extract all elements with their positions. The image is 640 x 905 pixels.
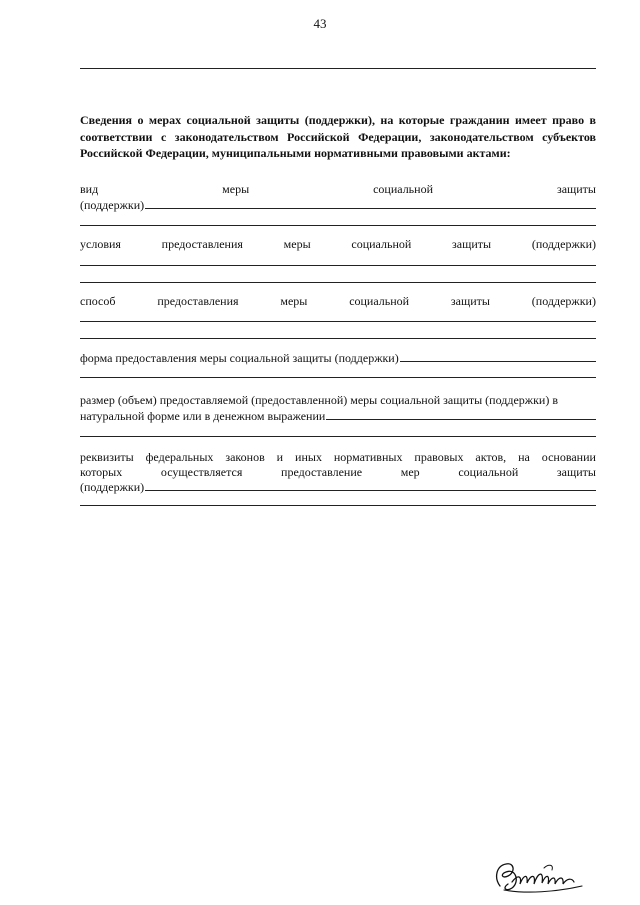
details-word-1: реквизиты	[80, 450, 134, 464]
details-word-3: законов	[225, 450, 265, 464]
details-label-line1	[80, 450, 596, 464]
details-word-8: актов,	[475, 450, 507, 464]
amount-blank-line[interactable]	[80, 436, 596, 437]
details-word-9: на	[518, 450, 530, 464]
form-blank-line[interactable]	[80, 377, 596, 378]
kind-word-1: вид	[80, 182, 99, 196]
details-label-line2	[80, 465, 596, 479]
method-word-1: способ	[80, 294, 116, 308]
details-word-14: мер	[400, 465, 420, 479]
method-word-2: предоставления	[157, 294, 239, 308]
conditions-word-6: (поддержки)	[531, 237, 596, 251]
conditions-word-5: защиты	[452, 237, 492, 251]
conditions-blank-line-1[interactable]	[80, 265, 596, 266]
details-word-12: осуществляется	[160, 465, 243, 479]
details-word-13: предоставление	[281, 465, 363, 479]
kind-label-line1	[80, 182, 596, 196]
section-heading: Сведения о мерах социальной защиты (поддержки), на которые гражданин имеет право в соответствии с законодательством Российской Федерации, законодательством субъектов Российской Федерации, муниципальными нормативными правовыми актами:	[80, 113, 596, 160]
details-word-6: нормативных	[333, 450, 403, 464]
kind-blank-line[interactable]	[80, 225, 596, 226]
method-blank-line-2[interactable]	[80, 338, 596, 339]
kind-word-4: защиты	[556, 182, 596, 196]
details-word-4: и	[276, 450, 284, 464]
details-field[interactable]	[80, 480, 596, 494]
form-label: форма предоставления меры социальной защиты (поддержки)	[80, 351, 399, 365]
details-word-5: иных	[295, 450, 322, 464]
details-label-line3: (поддержки)	[80, 480, 145, 494]
conditions-word-2: предоставления	[161, 237, 243, 251]
method-word-3: меры	[280, 294, 308, 308]
conditions-label	[80, 237, 596, 251]
details-word-7: правовых	[414, 450, 464, 464]
form-field[interactable]	[80, 351, 596, 365]
details-word-15: социальной	[458, 465, 519, 479]
conditions-word-1: условия	[80, 237, 121, 251]
amount-fill-line[interactable]	[326, 419, 596, 420]
method-word-4: социальной	[349, 294, 410, 308]
conditions-blank-line-2[interactable]	[80, 282, 596, 283]
kind-label-line2: (поддержки)	[80, 198, 145, 212]
form-fill-line[interactable]	[400, 361, 596, 362]
details-word-16: защиты	[556, 465, 596, 479]
method-word-5: защиты	[450, 294, 490, 308]
details-word-11: которых	[80, 465, 123, 479]
kind-field[interactable]	[80, 198, 596, 212]
amount-field[interactable]	[80, 409, 596, 423]
details-word-10: основании	[541, 450, 596, 464]
page-number: 43	[313, 16, 327, 31]
kind-word-3: социальной	[373, 182, 433, 196]
kind-fill-line[interactable]	[145, 208, 596, 209]
method-word-6: (поддержки)	[531, 294, 596, 308]
method-label	[80, 294, 596, 308]
amount-label-line2: натуральной форме или в денежном выражении	[80, 409, 326, 423]
conditions-word-3: меры	[283, 237, 311, 251]
method-blank-line-1[interactable]	[80, 321, 596, 322]
conditions-word-4: социальной	[351, 237, 412, 251]
kind-word-2: меры	[222, 182, 250, 196]
details-blank-line[interactable]	[80, 505, 596, 506]
details-fill-line[interactable]	[145, 490, 596, 491]
header-rule	[80, 68, 596, 69]
details-word-2: федеральных	[145, 450, 214, 464]
amount-label-line1: размер (объем) предоставляемой (предоставленной) меры социальной защиты (поддержки) в	[80, 393, 558, 407]
signature	[486, 856, 586, 898]
